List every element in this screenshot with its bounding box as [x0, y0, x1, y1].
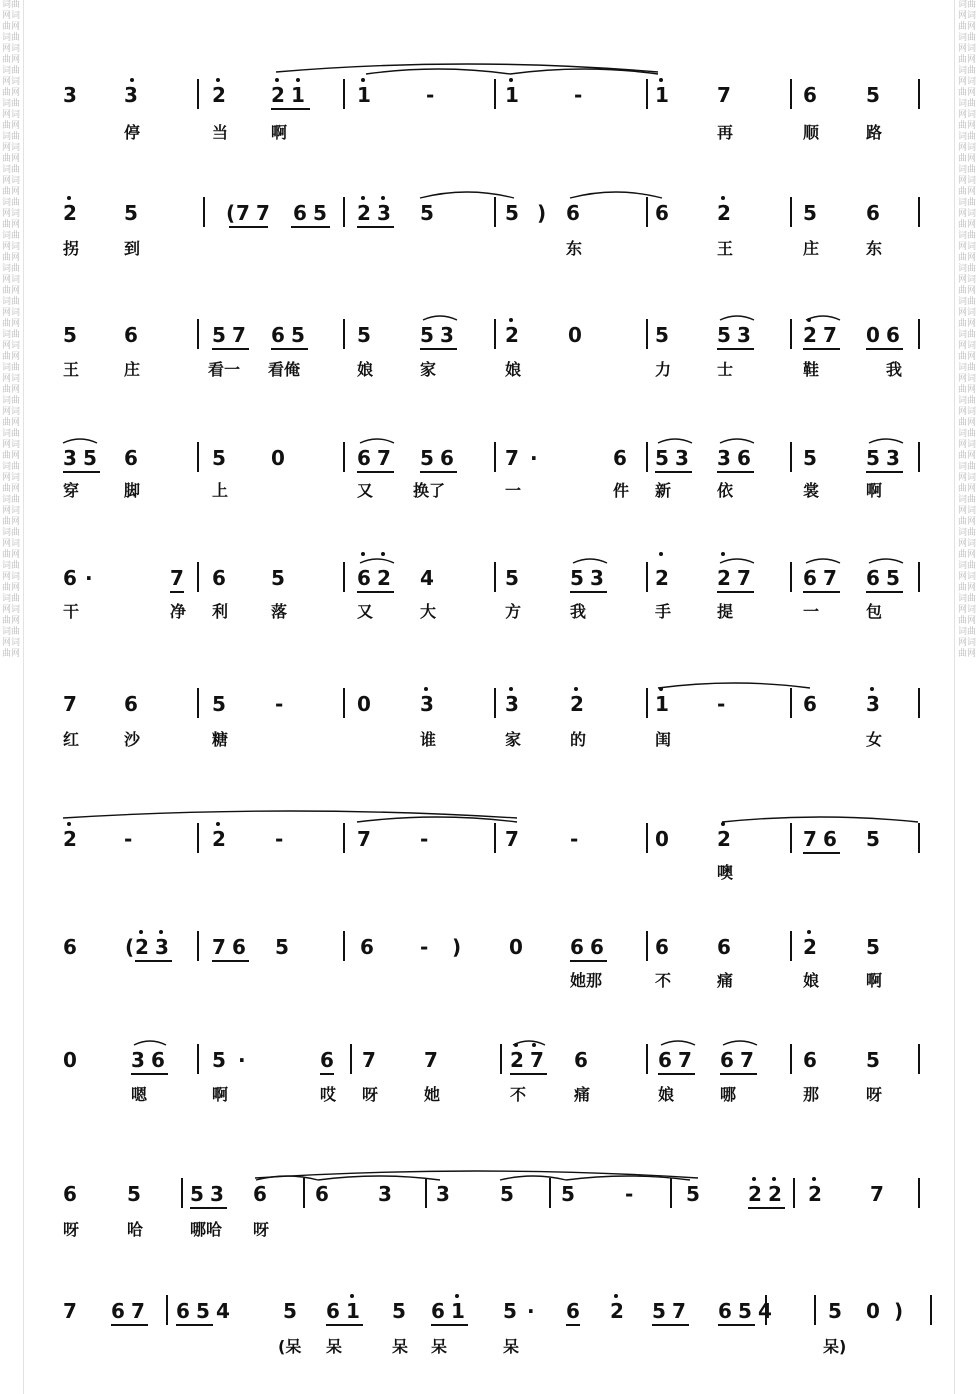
note: 6 [718, 1299, 732, 1323]
note: · [527, 1299, 535, 1323]
lyric: 糖 [212, 730, 229, 749]
note: 6 [720, 1048, 734, 1072]
note: 6 [590, 935, 604, 959]
lyric: 沙 [124, 730, 141, 749]
note: 7 [170, 566, 184, 590]
note: 5 [212, 692, 226, 716]
note: 7 [530, 1048, 544, 1072]
lyric: 娘 [658, 1085, 675, 1104]
note: 5 [738, 1299, 752, 1323]
note: · [238, 1048, 246, 1072]
lyric: 上 [212, 481, 229, 500]
slur-arc [658, 439, 692, 443]
note: 6 [124, 446, 138, 470]
note: - [570, 827, 579, 851]
note: 7 [256, 201, 270, 225]
note: 6 [803, 692, 817, 716]
note: 2 [510, 1048, 524, 1072]
note: 5 [420, 201, 434, 225]
note: 3 [63, 446, 77, 470]
note: 1 [451, 1299, 465, 1323]
note: 0 [568, 323, 582, 347]
lyric: 闺 [655, 730, 672, 749]
note: 6 [124, 692, 138, 716]
note: 5 [291, 323, 305, 347]
note: 6 [315, 1182, 329, 1206]
note: 6 [293, 201, 307, 225]
lyric: 又 [357, 481, 374, 500]
watermark-left: 词曲网词曲网词曲网词曲网词曲网词曲网词曲网词曲网词曲网词曲网词曲网词曲网词曲网词曲网词曲网词曲网词曲网词曲网词曲网词曲网词曲网词曲网词曲网词曲网词曲网词曲网词曲网词曲网词曲网词曲网词曲网词曲网词曲网词曲网词曲网词曲网词曲网词曲网词曲网词曲网 [2, 0, 20, 659]
lyric: 大 [420, 602, 437, 621]
note: 3 [737, 323, 751, 347]
lyric: 又 [357, 602, 374, 621]
lyric: 呀 [362, 1085, 379, 1104]
note: 2 [768, 1182, 782, 1206]
lyric: 呀 [63, 1220, 80, 1239]
note: ) [452, 935, 462, 959]
lyric: 不 [510, 1085, 527, 1104]
lyric: 家 [505, 730, 522, 749]
note: 3 [124, 83, 138, 107]
lyric: 士 [717, 360, 734, 379]
note: 2 [63, 201, 77, 225]
note: 2 [570, 692, 584, 716]
lyric: 看俺 [268, 360, 301, 379]
slur-arc [134, 1041, 166, 1045]
lyric: 净 [170, 602, 187, 621]
note: ) [894, 1299, 904, 1323]
note: 6 [271, 323, 285, 347]
note: 3 [440, 323, 454, 347]
note: 5 [570, 566, 584, 590]
lyric: 干 [63, 602, 80, 621]
note: 1 [655, 692, 669, 716]
note: 7 [424, 1048, 438, 1072]
note: 6 [176, 1299, 190, 1323]
lyric: 呀 [866, 1085, 883, 1104]
note: 3 [675, 446, 689, 470]
note: 1 [655, 83, 669, 107]
lyric: 呆) [823, 1337, 847, 1356]
note: 6 [886, 323, 900, 347]
slur-arc [500, 1176, 566, 1180]
note: 0 [866, 1299, 880, 1323]
note: 1 [291, 83, 305, 107]
slur-arc [658, 683, 810, 688]
lyric: 东 [866, 239, 883, 258]
note: 6 [63, 1182, 77, 1206]
note: 2 [505, 323, 519, 347]
note: 7 [740, 1048, 754, 1072]
note: 7 [232, 323, 246, 347]
note: 6 [431, 1299, 445, 1323]
note: 2 [63, 827, 77, 851]
note: 7 [236, 201, 250, 225]
lyric: 依 [717, 481, 734, 500]
lyric: (呆 [278, 1337, 302, 1356]
note: · [530, 446, 538, 470]
note: 0 [357, 692, 371, 716]
lyric: 利 [212, 602, 229, 621]
note: 6 [803, 83, 817, 107]
slur-arc [423, 316, 457, 320]
note: 6 [717, 935, 731, 959]
lyric: 顺 [803, 123, 820, 142]
lyric: 娘 [357, 360, 374, 379]
note: 6 [440, 446, 454, 470]
note: 7 [63, 1299, 77, 1323]
slur-arc [723, 1041, 757, 1045]
note: 6 [823, 827, 837, 851]
note: 6 [570, 935, 584, 959]
note: 3 [866, 692, 880, 716]
note: 2 [717, 566, 731, 590]
note: 4 [420, 566, 434, 590]
note: 5 [803, 201, 817, 225]
note: - [275, 827, 284, 851]
note: 5 [124, 201, 138, 225]
note: 0 [509, 935, 523, 959]
lyric: 呆 [503, 1337, 520, 1356]
note: 5 [212, 323, 226, 347]
note: 3 [420, 692, 434, 716]
note: 2 [748, 1182, 762, 1206]
note: 5 [561, 1182, 575, 1206]
note: 6 [613, 446, 627, 470]
note: 7 [377, 446, 391, 470]
slur-arc [513, 1041, 545, 1045]
lyric: 当 [212, 123, 229, 142]
note: 5 [655, 323, 669, 347]
note: 3 [717, 446, 731, 470]
note: 5 [686, 1182, 700, 1206]
slur-arc [318, 1176, 440, 1180]
note: 6 [866, 566, 880, 590]
note: - [275, 692, 284, 716]
note: 0 [63, 1048, 77, 1072]
note: 7 [737, 566, 751, 590]
lyric: 她那 [570, 971, 603, 990]
lyric: 呆 [392, 1337, 409, 1356]
note: 2 [135, 935, 149, 959]
note: 6 [737, 446, 751, 470]
note: 1 [357, 83, 371, 107]
note: 5 [357, 323, 371, 347]
note: 1 [505, 83, 519, 107]
note: 0 [271, 446, 285, 470]
slur-arc [661, 1041, 695, 1045]
note: 6 [357, 446, 371, 470]
note: 5 [717, 323, 731, 347]
lyric: 哎 [320, 1085, 337, 1104]
slur-arc [255, 1171, 698, 1178]
note: 6 [232, 935, 246, 959]
slur-arc [806, 316, 840, 320]
note: 5 [63, 323, 77, 347]
note: 5 [503, 1299, 517, 1323]
lyric: 看一 [208, 360, 241, 379]
note: 5 [866, 935, 880, 959]
note: 6 [326, 1299, 340, 1323]
note: 7 [717, 83, 731, 107]
note: 7 [672, 1299, 686, 1323]
slur-arc [570, 192, 662, 198]
note: 5 [652, 1299, 666, 1323]
lyric: 谁 [420, 730, 437, 749]
note: 6 [320, 1048, 334, 1072]
slur-arc [720, 316, 754, 320]
lyric: 我 [570, 602, 587, 621]
lyric: 哪 [720, 1085, 737, 1104]
note: 6 [803, 566, 817, 590]
note: 6 [63, 935, 77, 959]
lyric: 拐 [63, 239, 80, 258]
note: 2 [803, 935, 817, 959]
note: 6 [212, 566, 226, 590]
note: - [420, 935, 429, 959]
slur-arc [366, 69, 510, 74]
note: 2 [655, 566, 669, 590]
note: 7 [678, 1048, 692, 1072]
note: 3 [886, 446, 900, 470]
lyric: 哈 [127, 1220, 144, 1239]
slur-arc [360, 439, 394, 443]
note: 2 [610, 1299, 624, 1323]
lyric: 提 [717, 602, 734, 621]
note: 3 [63, 83, 77, 107]
note: 5 [866, 1048, 880, 1072]
note: 5 [271, 566, 285, 590]
note: 3 [377, 201, 391, 225]
note: 2 [717, 201, 731, 225]
note: 7 [823, 566, 837, 590]
lyric: 到 [124, 239, 141, 258]
lyric: 啊 [866, 971, 883, 990]
lyric: 呆 [431, 1337, 448, 1356]
note: 2 [803, 323, 817, 347]
note: 2 [357, 201, 371, 225]
slur-arc [806, 559, 840, 563]
lyric: 一 [803, 602, 820, 621]
note: 6 [124, 323, 138, 347]
lyric: 裳 [803, 481, 820, 500]
note: 3 [505, 692, 519, 716]
lyric: 王 [63, 360, 80, 379]
note: 5 [190, 1182, 204, 1206]
note: 2 [212, 827, 226, 851]
note: 1 [346, 1299, 360, 1323]
note: 3 [155, 935, 169, 959]
note: ) [537, 201, 547, 225]
note: 2 [212, 83, 226, 107]
lyric: 家 [420, 360, 437, 379]
lyric: 啊 [212, 1085, 229, 1104]
lyric: 她 [424, 1085, 441, 1104]
note: 6 [655, 201, 669, 225]
note: - [426, 83, 435, 107]
lyric: 落 [271, 602, 288, 621]
note: 5 [866, 446, 880, 470]
note: 6 [574, 1048, 588, 1072]
slur-arc [869, 439, 903, 443]
note: 5 [127, 1182, 141, 1206]
lyric: 痛 [574, 1085, 591, 1104]
note: 2 [271, 83, 285, 107]
note: 5 [803, 446, 817, 470]
slur-arc [722, 817, 918, 822]
note: 5 [655, 446, 669, 470]
note: 6 [253, 1182, 267, 1206]
lyric: 脚 [124, 481, 141, 500]
lyric: 庄 [124, 360, 141, 379]
lyric: 东 [566, 239, 583, 258]
slur-arc [357, 817, 517, 822]
watermark-right: 词曲网词曲网词曲网词曲网词曲网词曲网词曲网词曲网词曲网词曲网词曲网词曲网词曲网词曲网词曲网词曲网词曲网词曲网词曲网词曲网词曲网词曲网词曲网词曲网词曲网词曲网词曲网词曲网词曲网词曲网词曲网词曲网词曲网词曲网词曲网词曲网词曲网词曲网词曲网词曲网 [958, 0, 976, 659]
lyric: 方 [505, 602, 522, 621]
note: 5 [212, 1048, 226, 1072]
lyric: 一 [505, 481, 522, 500]
note: 5 [866, 83, 880, 107]
note: 7 [803, 827, 817, 851]
note: 6 [357, 566, 371, 590]
note: - [574, 83, 583, 107]
note: 5 [283, 1299, 297, 1323]
lyric: 再 [717, 123, 734, 142]
lyric: 痛 [717, 971, 734, 990]
lyric: 嗯 [131, 1085, 148, 1104]
note: 6 [63, 566, 77, 590]
slur-arc [720, 439, 754, 443]
note: 5 [420, 323, 434, 347]
note: - [625, 1182, 634, 1206]
slur-arc [360, 559, 394, 563]
note: ( [125, 935, 135, 959]
slur-arc [276, 64, 658, 72]
note: 5 [83, 446, 97, 470]
lyric: 噢 [717, 863, 734, 882]
note: 6 [655, 935, 669, 959]
lyric: 新 [655, 481, 672, 500]
note: 7 [357, 827, 371, 851]
note: 7 [63, 692, 77, 716]
lyric: 我 [886, 360, 903, 379]
note: 3 [210, 1182, 224, 1206]
note: 6 [566, 1299, 580, 1323]
lyric: 不 [655, 971, 672, 990]
note: 6 [566, 201, 580, 225]
lyric: 包 [866, 602, 883, 621]
note: 7 [131, 1299, 145, 1323]
lyric: 呆 [326, 1337, 343, 1356]
note: 5 [505, 566, 519, 590]
slur-arc [869, 559, 903, 563]
note: 5 [886, 566, 900, 590]
lyric: 路 [866, 123, 883, 142]
note: 2 [717, 827, 731, 851]
note: 5 [828, 1299, 842, 1323]
note: - [717, 692, 726, 716]
lyric: 王 [717, 239, 734, 258]
slur-arc [256, 1176, 318, 1180]
note: 7 [823, 323, 837, 347]
slur-arc [420, 192, 514, 198]
note: 5 [505, 201, 519, 225]
lyric: 鞋 [803, 360, 820, 379]
lyric: 女 [866, 730, 883, 749]
note: 4 [216, 1299, 230, 1323]
lyric: 那 [803, 1085, 820, 1104]
lyric: 的 [570, 730, 587, 749]
slur-arc [720, 559, 754, 563]
lyric: 娘 [803, 971, 820, 990]
lyric: 庄 [803, 239, 820, 258]
note: 6 [360, 935, 374, 959]
slur-arc [573, 559, 607, 563]
note: 5 [212, 446, 226, 470]
lyric: 啊 [271, 123, 288, 142]
note: 6 [658, 1048, 672, 1072]
note: 5 [196, 1299, 210, 1323]
note: 6 [866, 201, 880, 225]
lyric: 穿 [63, 481, 80, 500]
note: 2 [808, 1182, 822, 1206]
lyric: 件 [613, 481, 630, 500]
note: 3 [436, 1182, 450, 1206]
note: 3 [378, 1182, 392, 1206]
lyric: 啊 [866, 481, 883, 500]
note: 7 [505, 446, 519, 470]
note: 5 [275, 935, 289, 959]
note: 6 [111, 1299, 125, 1323]
note: 3 [590, 566, 604, 590]
slur-arc [63, 439, 97, 443]
note: - [420, 827, 429, 851]
note: 2 [377, 566, 391, 590]
note: 6 [803, 1048, 817, 1072]
lyric: 红 [63, 730, 80, 749]
note: 3 [131, 1048, 145, 1072]
lyric: 娘 [505, 360, 522, 379]
note: ( [226, 201, 236, 225]
lyric: 哪哈 [190, 1220, 223, 1239]
note: 4 [758, 1299, 772, 1323]
note: 7 [505, 827, 519, 851]
note: 5 [866, 827, 880, 851]
lyric: 力 [655, 360, 672, 379]
note: 5 [420, 446, 434, 470]
note: 0 [866, 323, 880, 347]
lyric: 呀 [253, 1220, 270, 1239]
lyric: 手 [655, 602, 672, 621]
note: 6 [151, 1048, 165, 1072]
note: 5 [313, 201, 327, 225]
note: 5 [392, 1299, 406, 1323]
note: 7 [870, 1182, 884, 1206]
lyric: 换了 [413, 481, 446, 500]
note: 5 [500, 1182, 514, 1206]
lyric: 停 [124, 123, 141, 142]
note: 7 [362, 1048, 376, 1072]
note: 7 [212, 935, 226, 959]
note: - [124, 827, 133, 851]
note: · [85, 566, 93, 590]
note: 0 [655, 827, 669, 851]
